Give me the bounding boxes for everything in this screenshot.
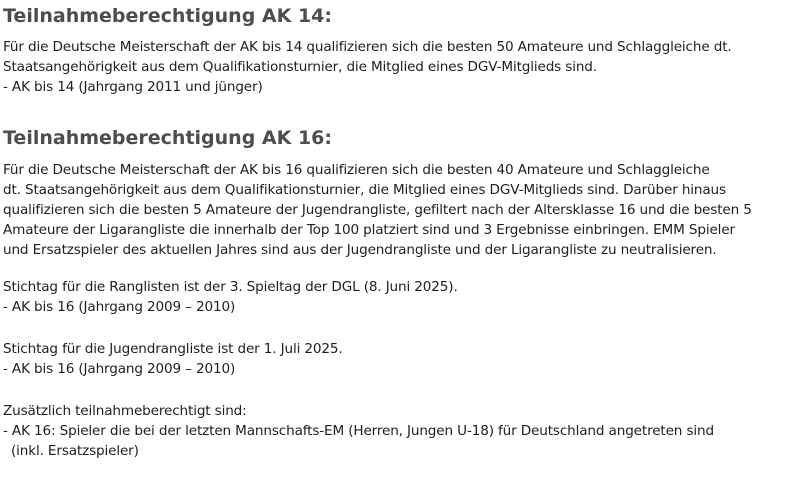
text-line: (inkl. Ersatzspieler) [11, 443, 139, 459]
text-line: Stichtag für die Ranglisten ist der 3. Spieltag der DGL (8. Juni 2025). [3, 279, 458, 295]
text-line: Für die Deutsche Meisterschaft der AK bis 14 qualifizieren sich die besten 50 Amateure und Schlaggleiche dt. [3, 39, 732, 55]
text-line: Amateure der Ligarangliste die innerhalb der Top 100 platziert sind und 3 Ergebnisse einbringen. EMM Spieler [3, 222, 735, 238]
heading-ak14: Teilnahmeberechtigung AK 14: [3, 5, 332, 27]
text-line: - AK bis 14 (Jahrgang 2011 und jünger) [3, 79, 263, 95]
text-line: Zusätzlich teilnahmeberechtigt sind: [3, 403, 247, 419]
text-line: Staatsangehörigkeit aus dem Qualifikationsturnier, die Mitglied eines DGV-Mitglieds sind. [3, 59, 597, 75]
paragraph-stichtag-ranglisten [3, 277, 458, 317]
text-line: dt. Staatsangehörigkeit aus dem Qualifikationsturnier, die Mitglied eines DGV-Mitglieds sind. Darüber hinaus [3, 182, 726, 198]
text-line: - AK bis 16 (Jahrgang 2009 – 2010) [3, 299, 236, 315]
text-line: qualifizieren sich die besten 5 Amateure der Jugendrangliste, gefiltert nach der Altersklasse 16 und die besten 5 [3, 202, 752, 218]
paragraph-zusaetzlich [3, 401, 714, 461]
text-line: Stichtag für die Jugendrangliste ist der 1. Juli 2025. [3, 341, 343, 357]
paragraph-ak16 [3, 160, 752, 260]
paragraph-ak14 [3, 37, 732, 97]
paragraph-stichtag-jugendrangliste [3, 339, 343, 379]
text-line: und Ersatzspieler des aktuellen Jahres sind aus der Jugendrangliste und der Ligarangliste zu neutralisieren. [3, 242, 717, 258]
text-line: Für die Deutsche Meisterschaft der AK bis 16 qualifizieren sich die besten 40 Amateure und Schlaggleiche [3, 162, 710, 178]
heading-ak16: Teilnahmeberechtigung AK 16: [3, 127, 332, 149]
text-line: - AK 16: Spieler die bei der letzten Mannschafts-EM (Herren, Jungen U-18) für Deutschland angetreten sind [3, 423, 714, 439]
text-line: - AK bis 16 (Jahrgang 2009 – 2010) [3, 361, 236, 377]
